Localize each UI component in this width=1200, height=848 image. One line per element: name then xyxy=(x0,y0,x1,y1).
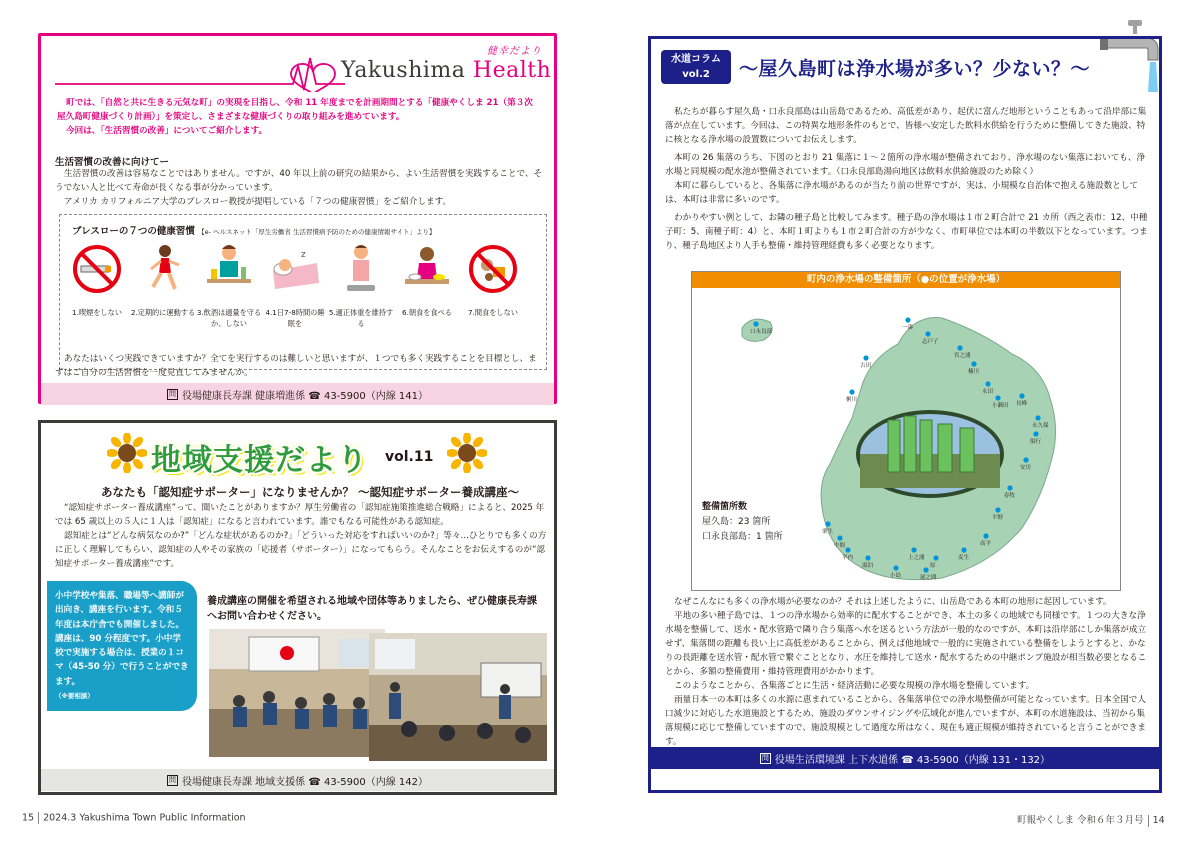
habit-label: 3.飲酒は適量を守るか、しない xyxy=(196,308,262,328)
left-issue-date: 2024.3 xyxy=(43,812,77,824)
water-plant-marker xyxy=(961,547,966,552)
water-plant-map xyxy=(691,271,1121,591)
map-title: 町内の浄水場の整備箇所（●の位置が浄水場） xyxy=(692,272,1120,288)
breslow-title xyxy=(72,223,435,237)
brand-kicker: 健幸だより xyxy=(487,46,542,57)
breslow-source: 【e- ヘルスネット「厚生労働省 生活習慣病予防のための健康情報サイト」より】 xyxy=(198,228,436,236)
breslow-habits-box xyxy=(59,214,547,370)
brand-title xyxy=(341,58,551,83)
water-plant-marker xyxy=(905,317,910,322)
water-plant-marker xyxy=(985,381,990,386)
footer-divider xyxy=(38,812,39,824)
left-page-footer xyxy=(22,812,246,824)
water-plant-marker xyxy=(925,331,930,336)
health-section xyxy=(38,33,557,404)
water-plant-marker xyxy=(1007,485,1012,490)
water-plant-label: 平内 xyxy=(842,555,854,561)
inquiry-icon: 問 xyxy=(761,753,769,762)
water-paragraph-3: 本町に暮らしていると、各集落に浄水場があるのが当たり前の世界ですが、実は、小規模な自治体で抱える施設数としては、本町は非常に多いのです。 xyxy=(665,181,1139,205)
community-paragraph-2: 認知症とは“どんな病気なのか?”「どんな症状があるのか?」「どういった対応をすればいいのか?」等々…ひとりでも多くの方に正しく理解してもらい、認知症の人やその家族の「応援者（サポーター）」になってもらう。そんなことをお伝えするのが“認知症サポーター養成講座”です。 xyxy=(55,531,547,569)
habit-item xyxy=(64,243,130,318)
habit-label: 6.朝食を食べる xyxy=(402,308,452,317)
water-plant-marker xyxy=(995,507,1000,512)
habit-item xyxy=(262,243,328,329)
lecture-photo-1 xyxy=(209,629,385,757)
water-plant-label: 長峰 xyxy=(1016,401,1028,407)
habit-item xyxy=(130,243,196,318)
water-plant-label: 永田 xyxy=(982,389,994,395)
footer-divider xyxy=(1148,815,1149,827)
water-plant-label: 楠川 xyxy=(968,369,980,375)
water-plant-marker xyxy=(849,389,854,394)
water-plant-marker xyxy=(1023,457,1028,462)
water-plant-marker xyxy=(995,395,1000,400)
legend-kuchinoerabu: 口永良部島：1 箇所 xyxy=(702,532,783,542)
community-support-headline: あなたも「認知症サポーター」になりませんか？ ～認知症サポーター養成講座～ xyxy=(101,485,519,499)
community-support-section xyxy=(38,420,557,795)
health-lead xyxy=(57,96,537,138)
water-plant-marker xyxy=(825,521,830,526)
water-plant-label: 一湊 xyxy=(902,325,914,331)
water-column-header xyxy=(651,39,1159,95)
health-subhead: 生活習慣の改善に向けてー xyxy=(55,157,170,168)
water-plant-label: 永久保 xyxy=(1032,423,1049,429)
legend-heading: 整備箇所数 xyxy=(702,502,748,512)
water-plant-label: 春牧 xyxy=(1004,493,1016,499)
water-plant-label: 平野 xyxy=(992,515,1004,521)
water-column-vol: vol.2 xyxy=(682,69,710,80)
community-paragraph-1: “認知症サポーター養成講座”って、聞いたことがありますか？厚生労働省の「認知症施策推進総合戦略」によると、2025 年では 65 歳以上の５人に１人は「認知症」になると言われています。誰でもなる可能性がある認知症。 xyxy=(55,503,545,527)
no-snacking-icon xyxy=(467,243,519,295)
habit-label: 4.1日7-8時間の睡眠を xyxy=(265,308,325,328)
breakfast-person-icon xyxy=(401,243,453,295)
sunflower-icon xyxy=(107,433,147,473)
sleeping-person-icon xyxy=(269,243,321,295)
inquiry-icon: 問 xyxy=(168,389,176,398)
habit-label: 7.間食をしない xyxy=(468,308,518,317)
habit-item xyxy=(196,243,262,329)
no-smoking-icon xyxy=(71,243,123,295)
water-plant-marker xyxy=(911,547,916,552)
left-page-number: 15 xyxy=(22,812,35,824)
water-plant-label: 小瀬田 xyxy=(992,403,1009,409)
water-intro-text xyxy=(665,105,1149,253)
svg-text:z: z xyxy=(301,250,306,260)
water-plant-label: 湯泊 xyxy=(862,563,874,569)
lecture-info-callout xyxy=(47,581,197,711)
water-plant-marker xyxy=(837,535,842,540)
lecture-info-text: 小中学校や集落、職場等へ講師が出向き、講座を行います。令和５年度は本庁舎でも開催しました。講座は、90 分程度です。小中学校で実施する場合は、授業の１コマ（45-50 分）で行うことができます。 xyxy=(55,591,189,687)
water-paragraph-6: 平地の多い種子島では、１つの浄水場から効率的に配水することができ、本土の多くの地域でも同様です。１つの大きな浄水場を整備して、送水・配水管路で隣り合う集落へ水を送るという方法が一般的なのですが、本町は沿岸部にしか集落が成立せず、集落間の距離も長い上に高低差があることから、例えば他地域で一般的に実施されている整備をしようとすると、かなりの長距離を送水管・配水管で繋ぐこととなり、水圧を維持して送水・配水するための中継ポンプ施設が相当数必要となることから、多額の整備費用・維持管理費用がかかります。 xyxy=(665,611,1147,677)
intro-paragraph-1: 生活習慣の改善は容易なことではありません。ですが、40 年以上前の研究の結果から、よい生活習慣を実践することで、そうでない人と比べて寿命が長くなる事が分かっています。 xyxy=(55,169,543,193)
water-plant-marker xyxy=(753,321,758,326)
water-plant-marker xyxy=(845,547,850,552)
legend-yakushima: 屋久島：23 箇所 xyxy=(702,517,771,527)
water-plant-marker xyxy=(933,555,938,560)
lead-paragraph-1: 町では、「自然と共に生きる元気な町」の実現を目指し、令和 11 年度までを計画期間とする「健康やくしま 21（第３次屋久島町健康づくり計画）」を策定し、さまざまな健康づくりの取り組みを進めています。 xyxy=(57,98,533,122)
community-support-text xyxy=(55,501,547,571)
water-column-title: ～屋久島町は浄水場が多い？少ない？～ xyxy=(739,58,1091,80)
water-paragraph-1: 私たちが暮らす屋久島・口永良部島は山岳島であるため、高低差があり、起伏に富んだ地形ということもあって沿岸部に集落が点在しています。今回は、この特異な地形条件のもとで、皆様へ安定した飲料水供給を行うために整備してきた施設、特に核となる浄水場の設置数についてお伝えします。 xyxy=(665,107,1147,145)
right-page-number: 14 xyxy=(1152,815,1165,826)
habit-item xyxy=(394,243,460,318)
water-plant-marker xyxy=(983,533,988,538)
right-publication: 町報やくしま xyxy=(1017,815,1075,826)
water-plant-label: 高平 xyxy=(980,541,992,547)
water-paragraph-8: 雨量日本一の本町は多くの水源に恵まれていることから、各集落単位での浄水場整備が可能となっています。日本全国で人口減少に対応した水道施設とするため、施設のダウンサイジングや広域化が進んでいますが、本町の水道施設は、当初から集落規模に応じて整備していますので、施設規模として過度な所はなく、現在も適正規模が維持されていると言うことができます。 xyxy=(665,695,1146,747)
water-plant-marker xyxy=(971,361,976,366)
water-plant-label: 志戸子 xyxy=(922,339,939,345)
water-reason-text xyxy=(665,595,1149,749)
water-plant-label: 椨川 xyxy=(846,397,858,403)
water-plant-marker xyxy=(923,567,928,572)
running-person-icon xyxy=(137,243,189,295)
health-contact-footer xyxy=(41,383,554,405)
right-issue-date: 令和６年３月号 xyxy=(1077,815,1144,826)
water-plant-marker xyxy=(1033,431,1038,436)
water-plant-label: 吉田 xyxy=(860,363,872,369)
water-paragraph-2: 本町の 26 集落のうち、下図のとおり 21 集落に１～２箇所の浄水場が整備されており、浄水場のない集落においても、浄水場と同規模の配水池が整備されています。（口永良部島湯向地区は飲料水供給施設のため除く） xyxy=(665,153,1146,177)
water-plant-marker xyxy=(1035,415,1040,420)
inquiry-icon: 問 xyxy=(168,775,176,784)
brand-name-2: Health xyxy=(472,58,552,83)
lecture-photo-2 xyxy=(369,633,547,761)
water-paragraph-5: なぜこんなにも多くの浄水場が必要なのか？それは上述したように、山岳島である本町の地形に起因しています。 xyxy=(674,597,1112,607)
health-contact-text: 役場健康長寿課 健康増進係 ☎ 43-5900（内線 141） xyxy=(181,390,429,402)
water-plant-label: 船行 xyxy=(1030,439,1042,445)
brand-name: Yakushima xyxy=(341,58,466,83)
water-column-section xyxy=(648,36,1162,793)
lead-paragraph-2: 今回は、「生活習慣の改善」についてご紹介します。 xyxy=(66,126,268,136)
lecture-request-text: 養成講座の開催を希望される地域や団体等ありましたら、ぜひ健康長寿課へお問い合わせください。 xyxy=(207,596,537,622)
water-plant-label: 原 xyxy=(930,563,936,569)
water-plant-label: 安房 xyxy=(1020,465,1032,471)
community-contact-text: 役場健康長寿課 地域支援係 ☎ 43-5900（内線 142） xyxy=(181,776,429,788)
lecture-info-note: （※要相談） xyxy=(55,692,94,701)
habit-label: 1.喫煙をしない xyxy=(72,308,122,317)
water-plant-label: 上之浦 xyxy=(908,555,925,561)
water-column-label: 水道コラム xyxy=(671,54,721,65)
community-support-title: 地域支援だより xyxy=(151,443,368,478)
community-support-vol: vol.11 xyxy=(385,449,434,465)
water-contact-text: 役場生活環境課 上下水道係 ☎ 43-5900（内線 131・132） xyxy=(774,754,1051,766)
sunflower-icon xyxy=(447,433,487,473)
health-closing: あなたはいくつ実践できていますか？全てを実行するのは難しいと思いますが、１つでも多く実践することを目標とし、まずはご自分の生活習慣を一度見直してみませんか。 xyxy=(55,354,537,378)
weight-scale-person-icon xyxy=(335,243,387,295)
water-plant-marker xyxy=(957,345,962,350)
water-plant-label: 小島 xyxy=(890,573,902,579)
habit-item xyxy=(328,243,394,329)
habit-label: 2.定期的に運動する xyxy=(130,308,196,317)
water-plant-label: 宮之浦 xyxy=(954,353,971,359)
water-plant-label: 口永良部 xyxy=(750,329,773,335)
water-plant-label: 尾之間 xyxy=(920,575,937,581)
health-intro xyxy=(55,167,545,209)
water-plant-label: 麦生 xyxy=(958,555,970,561)
water-column-badge xyxy=(661,50,731,84)
water-plant-marker xyxy=(1019,393,1024,398)
water-plant-marker xyxy=(865,555,870,560)
water-paragraph-7: このようなことから、各集落ごとに生活・経済活動に必要な規模の浄水場を整備しています。 xyxy=(674,681,1035,691)
intro-paragraph-2: アメリカ カリフォルニア大学のブレスロー教授が提唱している「７つの健康習慣」をご紹介します。 xyxy=(64,197,452,207)
right-page-footer xyxy=(1017,812,1165,827)
water-paragraph-4: わかりやすい例として、お隣の種子島と比較してみます。種子島の浄水場は１市２町合計で 21 カ所（西之表市：12、中種子町：5、南種子町：4）と、本町１町よりも１市２町合計の方が少なく、市町単位では本町の半数以下となっています。つまり、種子島地区より人手も整備・維持管理経費も多く必要となります。 xyxy=(665,213,1148,251)
drinking-person-icon xyxy=(203,243,255,295)
habit-item xyxy=(460,243,526,318)
water-contact-footer xyxy=(651,747,1159,769)
map-legend xyxy=(702,500,820,545)
water-plant-label: 栗生 xyxy=(822,529,834,535)
water-plant-marker xyxy=(863,355,868,360)
water-plant-marker xyxy=(893,565,898,570)
community-contact-footer xyxy=(41,769,554,791)
breslow-title-text: ブレスローの７つの健康習慣 xyxy=(72,226,195,237)
left-publication: Yakushima Town Public Information xyxy=(79,812,246,824)
water-plant-label: 中間 xyxy=(834,543,846,549)
habit-label: 5.適正体重を維持する xyxy=(328,308,394,328)
